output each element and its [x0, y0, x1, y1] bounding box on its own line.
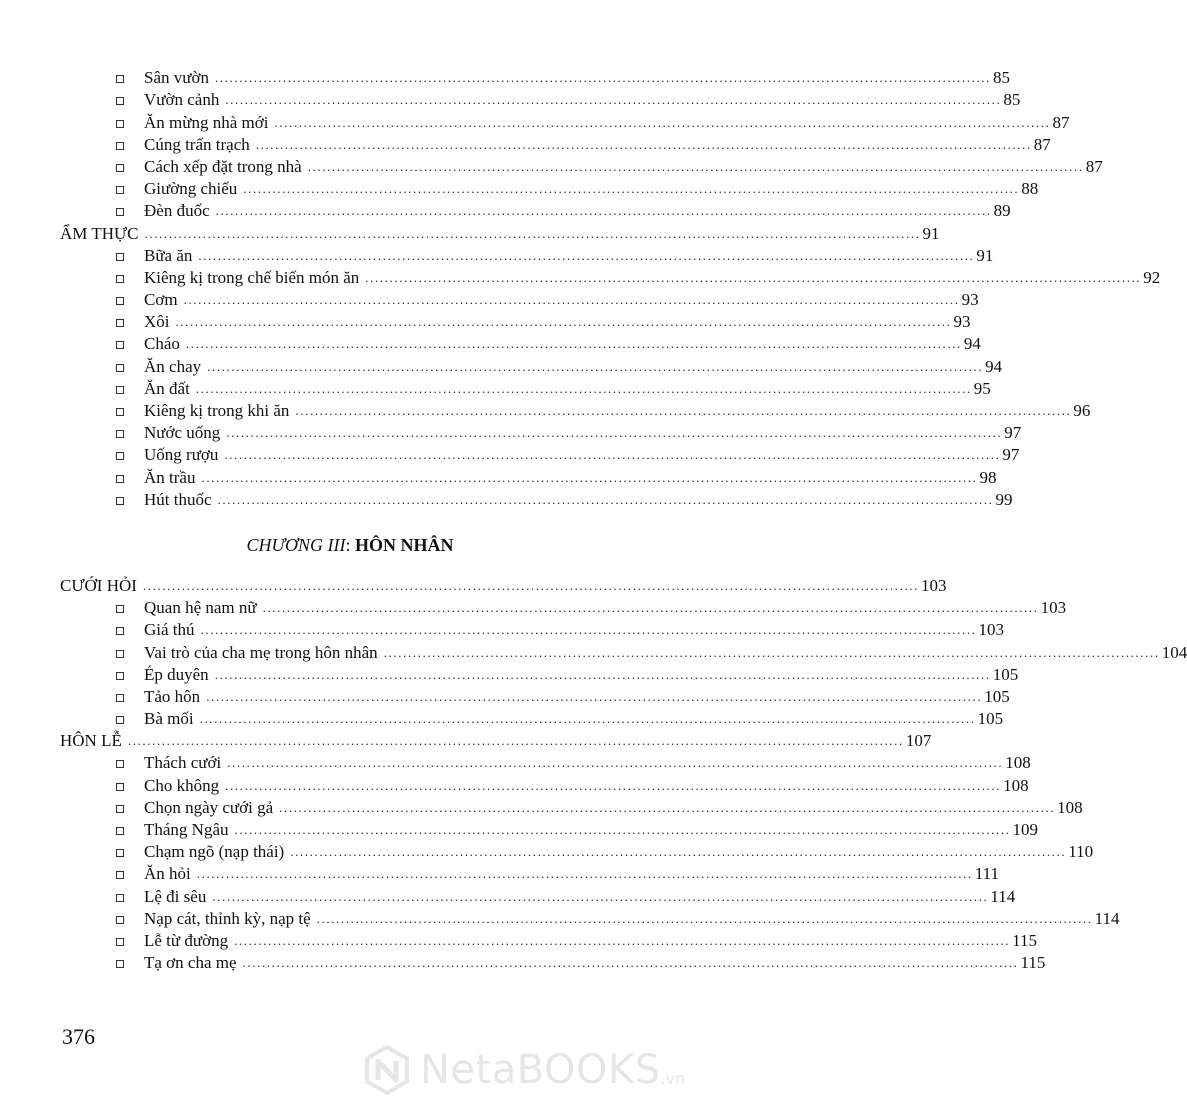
dot-leader: ................................................................................................................................................................ — [144, 225, 921, 241]
toc-page-number: 91 — [922, 223, 940, 243]
dot-leader: ................................................................................................................................................................ — [316, 910, 1093, 926]
toc-entry[interactable] — [60, 840, 1094, 862]
bullet-square-icon — [116, 783, 124, 791]
toc-entry[interactable] — [60, 751, 1031, 773]
toc-page-number: 93 — [953, 312, 971, 332]
toc-entry-label: Nạp cát, thỉnh kỳ, nạp tệ — [144, 908, 311, 928]
bullet-square-icon — [116, 364, 124, 372]
watermark-tld: .vn — [660, 1069, 686, 1088]
toc-section-am-thuc[interactable] — [60, 221, 940, 243]
bullet-square-icon — [116, 805, 124, 813]
toc-group-cuoi-hoi — [60, 596, 1187, 729]
dot-leader: ................................................................................................................................................................ — [198, 247, 975, 263]
dot-leader: ................................................................................................................................................................ — [242, 955, 1019, 971]
bullet-square-icon — [116, 960, 124, 968]
dot-leader: ................................................................................................................................................................ — [217, 491, 994, 507]
dot-leader: ................................................................................................................................................................ — [226, 425, 1003, 441]
dot-leader: ................................................................................................................................................................ — [365, 269, 1142, 285]
toc-page-number: 109 — [1012, 820, 1039, 839]
toc-entry[interactable] — [60, 685, 1010, 707]
toc-entry-label: Bà mối — [144, 709, 194, 729]
dot-leader: ................................................................................................................................................................ — [214, 666, 991, 682]
toc-entry-label: Cách xếp đặt trong nhà — [144, 156, 302, 176]
toc-entry-label: Tạ ơn cha mẹ — [144, 953, 237, 973]
toc-entry[interactable] — [60, 88, 1021, 110]
toc-page-number: 110 — [1068, 842, 1094, 862]
dot-leader: ................................................................................................................................................................ — [215, 203, 992, 219]
toc-page-number: 85 — [992, 68, 1010, 88]
toc-entry-label: Cháo — [144, 334, 180, 354]
dot-leader: ................................................................................................................................................................ — [234, 932, 1011, 948]
bullet-square-icon — [116, 430, 124, 438]
toc-page-number: 87 — [1085, 156, 1103, 176]
toc-entry-label: Bữa ăn — [144, 245, 193, 265]
bullet-square-icon — [116, 408, 124, 416]
toc-entry-label: Quan hệ nam nữ — [144, 598, 257, 618]
bullet-square-icon — [116, 605, 124, 613]
toc-entry-label: Sân vườn — [144, 68, 209, 88]
toc-entry-label: Chạm ngõ (nạp thái) — [144, 842, 285, 862]
dot-leader: ................................................................................................................................................................ — [200, 622, 977, 638]
toc-entry[interactable] — [60, 663, 1019, 685]
toc-page-number: 97 — [1004, 423, 1022, 443]
toc-page-number: 115 — [1020, 953, 1046, 973]
bullet-square-icon — [116, 871, 124, 879]
toc-page-number: 114 — [1094, 908, 1120, 928]
bullet-square-icon — [116, 97, 124, 105]
dot-leader: ................................................................................................................................................................ — [127, 733, 904, 749]
chapter-separator: : — [345, 534, 356, 555]
toc-entry-label: Ép duyên — [144, 664, 209, 684]
table-of-contents — [60, 66, 1187, 973]
toc-entry[interactable] — [60, 421, 1022, 443]
toc-entry[interactable] — [60, 862, 999, 884]
toc-entry[interactable] — [60, 796, 1083, 818]
dot-leader: ................................................................................................................................................................ — [212, 888, 989, 904]
toc-entry[interactable] — [60, 199, 1011, 221]
bullet-square-icon — [116, 760, 124, 768]
toc-entry[interactable] — [60, 907, 1120, 929]
toc-entry[interactable] — [60, 177, 1039, 199]
toc-entry[interactable] — [60, 354, 1003, 376]
bullet-square-icon — [116, 894, 124, 902]
toc-entry-label: Ăn hỏi — [144, 864, 191, 884]
toc-entry-label: Nước uống — [144, 423, 221, 443]
toc-section-hon-le[interactable] — [60, 729, 932, 751]
dot-leader: ................................................................................................................................................................ — [199, 711, 976, 727]
toc-page-number: 105 — [984, 686, 1010, 706]
bullet-square-icon — [116, 650, 124, 658]
dot-leader: ................................................................................................................................................................ — [206, 688, 983, 704]
chapter-title: HÔN NHÂN — [355, 534, 454, 555]
toc-entry-label: Vườn cảnh — [144, 90, 220, 110]
neta-logo-icon — [362, 1045, 412, 1095]
dot-leader: ................................................................................................................................................................ — [295, 403, 1072, 418]
chapter-number: CHƯƠNG III — [246, 534, 346, 555]
toc-entry[interactable] — [60, 929, 1037, 951]
toc-entry[interactable] — [60, 110, 1070, 132]
dot-leader: ................................................................................................................................................................ — [243, 181, 1020, 197]
bullet-square-icon — [116, 120, 124, 128]
dot-leader: ................................................................................................................................................................ — [383, 644, 1160, 660]
dot-leader: ................................................................................................................................................................ — [201, 469, 978, 485]
toc-entry[interactable] — [60, 773, 1029, 795]
chapter-heading — [60, 534, 640, 556]
bullet-square-icon — [116, 319, 124, 327]
toc-entry-label: Giá thú — [144, 620, 195, 640]
toc-entry[interactable] — [60, 951, 1046, 973]
toc-entry[interactable] — [60, 377, 991, 399]
toc-section-label: CƯỚI HỎI — [60, 575, 137, 595]
toc-entry[interactable] — [60, 884, 1016, 906]
bullet-square-icon — [116, 253, 124, 261]
toc-entry-label: Xôi — [144, 312, 170, 332]
dot-leader: ................................................................................................................................................................ — [279, 799, 1056, 815]
dot-leader: ................................................................................................................................................................ — [214, 70, 991, 86]
dot-leader: ................................................................................................................................................................ — [207, 358, 984, 374]
page-folio: 376 — [62, 1024, 95, 1049]
toc-entry-label: Ăn chay — [144, 356, 202, 376]
toc-entry-label: Giường chiếu — [144, 179, 238, 199]
toc-page-number: 85 — [1003, 90, 1021, 110]
toc-page-number: 88 — [1021, 179, 1039, 199]
toc-entry[interactable] — [60, 66, 1010, 88]
dot-leader: ................................................................................................................................................................ — [255, 136, 1032, 152]
toc-entry[interactable] — [60, 707, 1004, 729]
toc-page-number: 93 — [961, 290, 979, 310]
toc-page-number: 91 — [976, 245, 994, 265]
toc-page-number: 97 — [1002, 445, 1020, 465]
toc-group-am-thuc — [60, 244, 1161, 510]
dot-leader: ................................................................................................................................................................ — [307, 158, 1084, 174]
bullet-square-icon — [116, 827, 124, 835]
toc-entry-label: Kiêng kị trong chế biến món ăn — [144, 267, 360, 287]
toc-entry-label: Lệ đi sêu — [144, 886, 207, 906]
toc-section-label: HÔN LỄ — [60, 731, 122, 751]
toc-entry-label: Lễ từ đường — [144, 930, 229, 950]
toc-entry-label: Ăn đất — [144, 378, 190, 398]
toc-page-number: 103 — [920, 575, 947, 595]
toc-entry[interactable] — [60, 266, 1161, 288]
toc-entry[interactable] — [60, 818, 1039, 840]
bullet-square-icon — [116, 386, 124, 394]
toc-entry-label: Đèn đuốc — [144, 201, 210, 221]
bullet-square-icon — [116, 341, 124, 349]
toc-entry[interactable] — [60, 640, 1187, 662]
dot-leader: ................................................................................................................................................................ — [224, 447, 1001, 463]
toc-entry-label: Kiêng kị trong khi ăn — [144, 401, 290, 420]
dot-leader: ................................................................................................................................................................ — [196, 866, 973, 882]
toc-page-number: 108 — [1005, 753, 1031, 773]
toc-entry-label: Cúng trấn trạch — [144, 134, 250, 154]
dot-leader: ................................................................................................................................................................ — [225, 92, 1002, 108]
toc-page-number: 103 — [978, 620, 1005, 640]
bullet-square-icon — [116, 627, 124, 635]
toc-page-number: 105 — [992, 664, 1019, 684]
dot-leader: ................................................................................................................................................................ — [175, 314, 952, 330]
dot-leader: ................................................................................................................................................................ — [290, 844, 1067, 860]
dot-leader: ................................................................................................................................................................ — [195, 380, 972, 396]
watermark-brand: NetaBOOKS — [420, 1047, 661, 1093]
toc-entry-label: Cơm — [144, 290, 178, 310]
toc-page-number: 94 — [963, 334, 981, 354]
toc-page-number: 92 — [1143, 267, 1161, 287]
bullet-square-icon — [116, 142, 124, 150]
toc-page-number: 107 — [905, 731, 932, 751]
toc-page-number: 114 — [990, 886, 1016, 906]
toc-entry-label: Tháng Ngâu — [144, 820, 229, 839]
toc-entry-label: Chọn ngày cưới gả — [144, 797, 274, 817]
bullet-square-icon — [116, 716, 124, 724]
toc-page-number: 89 — [993, 201, 1011, 221]
toc-entry[interactable] — [60, 133, 1051, 155]
toc-entry-label: Hút thuốc — [144, 489, 212, 509]
toc-group-hon-le — [60, 751, 1120, 973]
dot-leader: ................................................................................................................................................................ — [227, 755, 1004, 771]
dot-leader: ................................................................................................................................................................ — [185, 336, 962, 352]
toc-section-label: ẨM THỰC — [60, 223, 139, 243]
toc-entry[interactable] — [60, 155, 1103, 177]
toc-entry-label: Vai trò của cha mẹ trong hôn nhân — [144, 642, 378, 662]
toc-entry[interactable] — [60, 244, 994, 266]
bullet-square-icon — [116, 672, 124, 680]
bullet-square-icon — [116, 497, 124, 505]
toc-page-number: 108 — [1057, 797, 1083, 817]
toc-entry[interactable] — [60, 288, 979, 310]
toc-entry[interactable] — [60, 488, 1013, 510]
bullet-square-icon — [116, 938, 124, 946]
toc-page-number: 99 — [995, 489, 1013, 509]
toc-entry[interactable] — [60, 443, 1020, 465]
watermark — [362, 1040, 692, 1100]
bullet-square-icon — [116, 275, 124, 283]
dot-leader: ................................................................................................................................................................ — [234, 822, 1011, 837]
toc-group-housing — [60, 66, 1103, 221]
bullet-square-icon — [116, 694, 124, 702]
toc-entry[interactable] — [60, 596, 1067, 618]
dot-leader: ................................................................................................................................................................ — [262, 600, 1039, 616]
toc-entry-label: Ăn trầu — [144, 467, 196, 487]
toc-entry-label: Uống rượu — [144, 445, 219, 465]
bullet-square-icon — [116, 475, 124, 483]
toc-entry[interactable] — [60, 618, 1005, 640]
toc-page-number: 87 — [1033, 134, 1051, 154]
toc-page-number: 87 — [1052, 112, 1070, 132]
bullet-square-icon — [116, 164, 124, 172]
toc-page-number: 105 — [977, 709, 1004, 729]
dot-leader: ................................................................................................................................................................ — [225, 777, 1002, 793]
bullet-square-icon — [116, 75, 124, 83]
toc-entry-label: Ăn mừng nhà mới — [144, 112, 269, 132]
toc-page-number: 95 — [973, 378, 991, 398]
toc-page-number: 111 — [974, 864, 999, 884]
toc-page-number: 115 — [1012, 930, 1037, 950]
toc-entry[interactable] — [60, 310, 971, 332]
dot-leader: ................................................................................................................................................................ — [183, 292, 960, 308]
bullet-square-icon — [116, 186, 124, 194]
toc-entry[interactable] — [60, 332, 981, 354]
bullet-square-icon — [116, 452, 124, 460]
toc-page-number: 108 — [1003, 775, 1029, 795]
toc-entry-label: Thách cưới — [144, 753, 222, 773]
bullet-square-icon — [116, 916, 124, 924]
toc-entry[interactable] — [60, 465, 997, 487]
toc-page-number: 96 — [1073, 401, 1091, 420]
bullet-square-icon — [116, 297, 124, 305]
bullet-square-icon — [116, 208, 124, 216]
bullet-square-icon — [116, 849, 124, 857]
toc-page-number: 98 — [979, 467, 997, 487]
toc-page-number: 104 — [1161, 642, 1187, 662]
toc-section-cuoi-hoi[interactable] — [60, 574, 947, 596]
toc-page-number: 94 — [985, 356, 1003, 376]
toc-entry-label: Cho không — [144, 775, 220, 795]
toc-page-number: 103 — [1040, 598, 1067, 618]
toc-entry-label: Tảo hôn — [144, 686, 201, 706]
dot-leader: ................................................................................................................................................................ — [142, 577, 919, 593]
dot-leader: ................................................................................................................................................................ — [274, 114, 1051, 130]
toc-entry[interactable] — [60, 399, 1091, 421]
